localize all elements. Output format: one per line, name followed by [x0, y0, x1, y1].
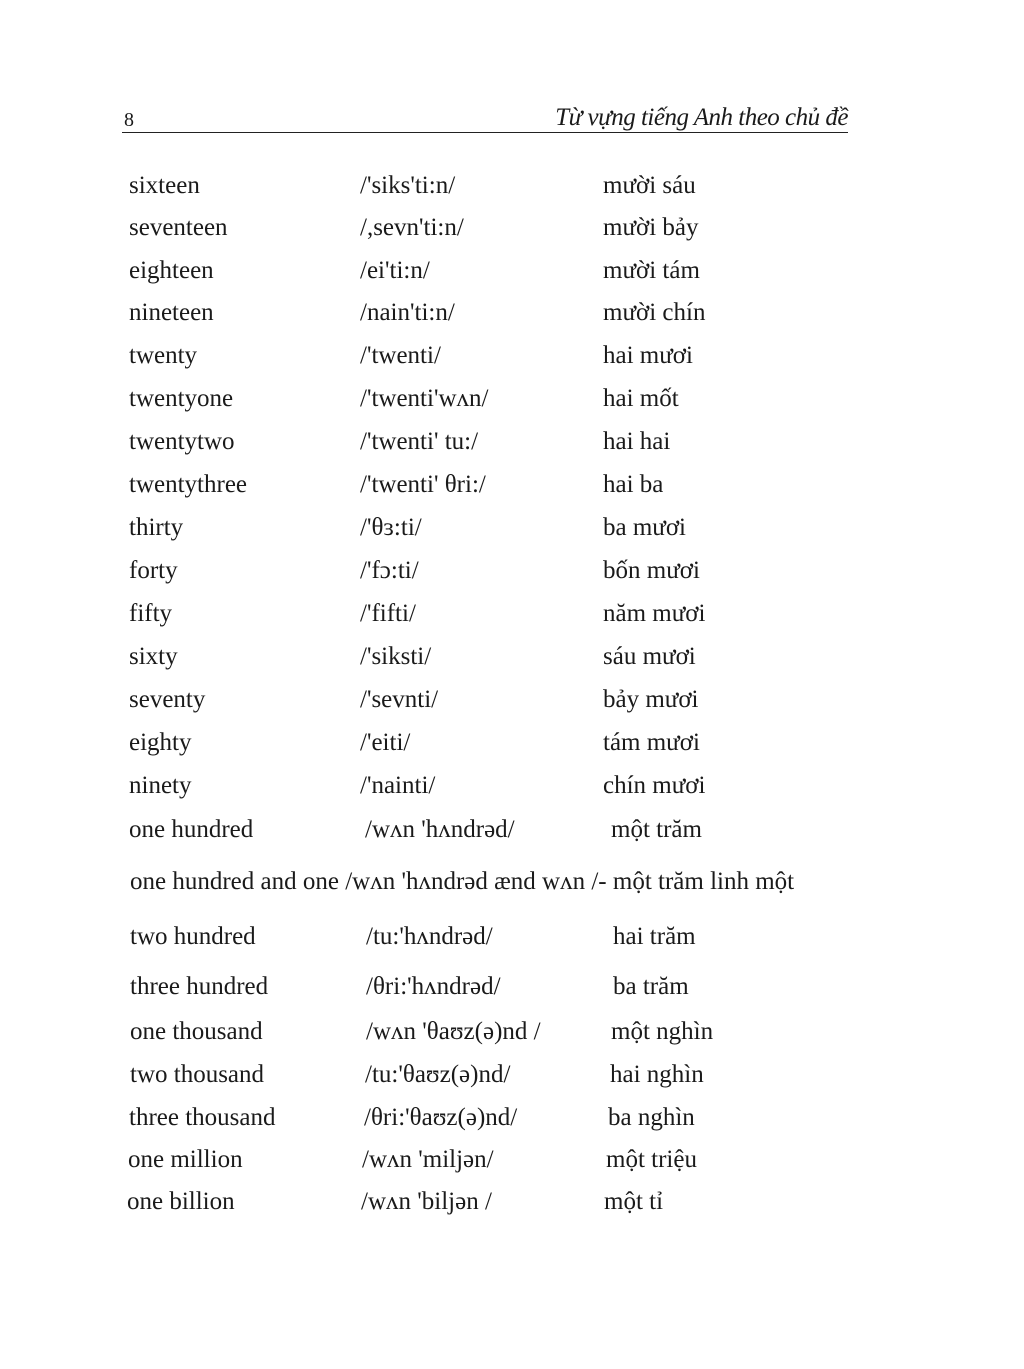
- vocab-word: sixty: [129, 643, 178, 670]
- vocab-ipa: /'twenti'wʌn/: [360, 385, 489, 412]
- vocab-word: thirty: [129, 514, 184, 541]
- vocab-ipa: /'fifti/: [360, 600, 416, 627]
- vocab-ipa: /tu:'θaʊz(ə)nd/: [365, 1061, 511, 1088]
- vocab-row: [0, 686, 1024, 726]
- vocab-row: [0, 772, 1024, 812]
- vocab-word: nineteen: [129, 299, 214, 326]
- vocab-ipa: /wʌn 'miljən/: [362, 1146, 494, 1173]
- vocab-ipa: /'twenti' θri:/: [360, 471, 486, 498]
- vocab-ipa: /'eiti/: [360, 729, 411, 756]
- vocab-word: twenty: [129, 342, 198, 369]
- vocab-row: [0, 816, 1024, 856]
- vocab-word: fifty: [129, 600, 173, 627]
- vocab-row: [0, 428, 1024, 468]
- vocab-meaning: hai mốt: [603, 385, 679, 412]
- vocab-word: eighty: [129, 729, 192, 756]
- vocab-meaning: bốn mươi: [603, 557, 700, 584]
- vocab-word: one billion: [127, 1188, 235, 1215]
- vocab-word: one hundred: [129, 816, 254, 843]
- vocab-meaning: hai ba: [603, 471, 664, 498]
- vocab-ipa: /'twenti' tu:/: [360, 428, 479, 455]
- vocab-meaning: một tỉ: [604, 1188, 664, 1215]
- vocab-row: [0, 600, 1024, 640]
- vocab-word: one thousand: [130, 1018, 263, 1045]
- vocab-meaning: một triệu: [606, 1146, 697, 1173]
- vocab-word: twentytwo: [129, 428, 235, 455]
- vocab-word: three hundred: [130, 973, 269, 1000]
- vocab-row: [0, 1188, 1024, 1228]
- vocab-word: twentyone: [129, 385, 234, 412]
- vocab-word: eighteen: [129, 257, 214, 284]
- vocab-ipa: /'sevnti/: [360, 686, 439, 713]
- vocab-ipa: /ei'ti:n/: [360, 257, 430, 284]
- vocab-row: [0, 257, 1024, 297]
- vocab-meaning: mười tám: [603, 257, 700, 284]
- vocab-ipa: /θri:'θaʊz(ə)nd/: [364, 1104, 518, 1131]
- vocab-row: [0, 557, 1024, 597]
- vocab-ipa: /,sevn'ti:n/: [360, 214, 464, 241]
- vocab-meaning: hai hai: [603, 428, 671, 455]
- vocab-row: [0, 214, 1024, 254]
- vocab-ipa: /θri:'hʌndrəd/: [366, 973, 501, 1000]
- vocab-row: [0, 172, 1024, 212]
- vocab-meaning: bảy mươi: [603, 686, 699, 713]
- vocab-meaning: hai mươi: [603, 342, 693, 369]
- vocab-ipa: /'fɔ:ti/: [360, 557, 419, 584]
- vocab-wide-row: one hundred and one /wʌn 'hʌndrəd ænd wʌn /- một trăm linh một: [130, 868, 795, 895]
- vocab-word: two thousand: [130, 1061, 265, 1088]
- vocab-row: [0, 1018, 1024, 1058]
- vocab-ipa: /'twenti/: [360, 342, 441, 369]
- vocab-row: [0, 299, 1024, 339]
- vocab-row: [0, 729, 1024, 769]
- vocab-word: ninety: [129, 772, 192, 799]
- vocab-word: seventeen: [129, 214, 228, 241]
- vocab-ipa: /wʌn 'biljən /: [361, 1188, 492, 1215]
- page-number: 8: [124, 109, 134, 131]
- vocab-meaning: tám mươi: [603, 729, 700, 756]
- vocab-row: [0, 643, 1024, 683]
- vocab-ipa: /'nainti/: [360, 772, 436, 799]
- vocab-meaning: sáu mươi: [603, 643, 696, 670]
- vocab-word: forty: [129, 557, 178, 584]
- vocab-row: [0, 1061, 1024, 1101]
- vocab-row: [0, 514, 1024, 554]
- vocab-meaning: một trăm: [611, 816, 702, 843]
- vocab-meaning: mười chín: [603, 299, 706, 326]
- vocab-meaning: mười sáu: [603, 172, 696, 199]
- vocab-word: seventy: [129, 686, 206, 713]
- vocab-meaning: ba trăm: [613, 973, 689, 1000]
- vocab-ipa: /'siks'ti:n/: [360, 172, 456, 199]
- vocab-ipa: /wʌn 'θaʊz(ə)nd /: [366, 1018, 541, 1045]
- vocab-word: two hundred: [130, 923, 256, 950]
- vocab-meaning: hai nghìn: [610, 1061, 704, 1088]
- book-title: Từ vựng tiếng Anh theo chủ đề: [555, 104, 848, 131]
- vocab-row: [0, 385, 1024, 425]
- vocab-meaning: ba mươi: [603, 514, 687, 541]
- vocab-meaning: chín mươi: [603, 772, 706, 799]
- vocab-row: [0, 973, 1024, 1013]
- vocab-ipa: /'siksti/: [360, 643, 432, 670]
- vocab-word: one million: [128, 1146, 243, 1173]
- vocab-word: sixteen: [129, 172, 200, 199]
- vocab-meaning: năm mươi: [603, 600, 706, 627]
- vocab-ipa: /'θɜ:ti/: [360, 514, 422, 541]
- vocab-row: [0, 1146, 1024, 1186]
- vocab-word: three thousand: [129, 1104, 276, 1131]
- vocab-row: [0, 1104, 1024, 1144]
- vocab-meaning: hai trăm: [613, 923, 696, 950]
- vocab-meaning: mười bảy: [603, 214, 699, 241]
- vocab-row: [0, 471, 1024, 511]
- vocab-row: [0, 923, 1024, 963]
- vocab-ipa: /wʌn 'hʌndrəd/: [365, 816, 515, 843]
- vocab-meaning: một nghìn: [611, 1018, 714, 1045]
- vocab-ipa: /tu:'hʌndrəd/: [366, 923, 493, 950]
- vocab-word: twentythree: [129, 471, 248, 498]
- vocab-ipa: /nain'ti:n/: [360, 299, 455, 326]
- vocab-row: [0, 342, 1024, 382]
- vocab-meaning: ba nghìn: [608, 1104, 695, 1131]
